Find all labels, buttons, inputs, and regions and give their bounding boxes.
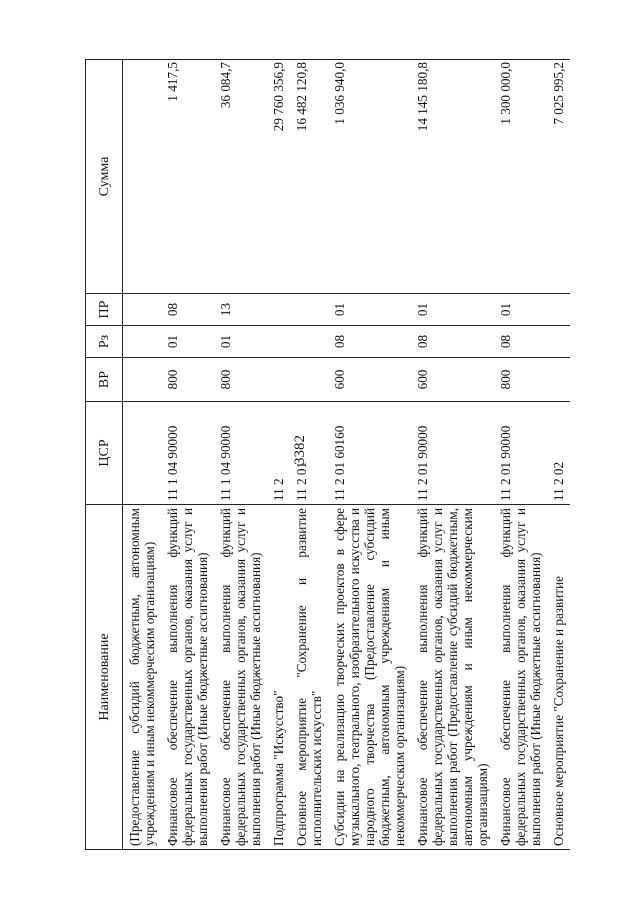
row-vr: 800: [161, 358, 214, 402]
row-vr: [547, 358, 570, 402]
row-name: Субсидии на реализацию творческих проектов в сфере музыкального, театрального, изобразительного искусства и народного творчества (Предоставление субсидий бюджетным, автономным учреждениям и иным некоммерческим организациям): [328, 505, 411, 850]
row-pr: [547, 294, 570, 326]
row-name: Подпрограмма "Искусство": [267, 505, 290, 850]
row-rz: 08: [411, 326, 494, 358]
row-pr: 01: [411, 294, 494, 326]
row-name: Финансовое обеспечение выполнения функций федеральных государственных органов, оказания услуг и выполнения работ (Иные бюджетные ассигнования): [161, 505, 214, 850]
row-vr: [123, 358, 162, 402]
table-row: [411, 60, 494, 850]
row-pr: 08: [161, 294, 214, 326]
row-name: Финансовое обеспечение выполнения функций федеральных государственных органов, оказания услуг и выполнения работ (Иные бюджетные ассигнования): [494, 505, 547, 850]
table-row: [547, 60, 570, 850]
header-pr: ПР: [86, 294, 123, 326]
row-sum: 1 300 000,0: [494, 60, 547, 294]
row-sum: 1 417,5: [161, 60, 214, 294]
row-csr: 11 2 01 90000: [494, 402, 547, 505]
row-rz: 08: [494, 326, 547, 358]
row-name: Финансовое обеспечение выполнения функций федеральных государственных органов, оказания услуг и выполнения работ (Иные бюджетные ассигнования): [214, 505, 267, 850]
row-vr: 600: [328, 358, 411, 402]
row-vr: [290, 358, 328, 402]
row-sum: 29 760 356,9: [267, 60, 290, 294]
table-row: [267, 60, 290, 850]
budget-table: [85, 59, 570, 850]
row-rz: [123, 326, 162, 358]
header-sum: Сумма: [86, 60, 123, 294]
row-csr: 11 2 02: [547, 402, 570, 505]
page-number: 3382: [292, 435, 308, 465]
row-csr: 11 1 04 90000: [214, 402, 267, 505]
row-csr: 11 2 01: [290, 402, 328, 505]
row-sum: 14 145 180,8: [411, 60, 494, 294]
row-pr: [267, 294, 290, 326]
row-vr: 800: [214, 358, 267, 402]
table-row: [214, 60, 267, 850]
row-vr: [267, 358, 290, 402]
row-csr: 11 2 01 90000: [411, 402, 494, 505]
table-row: [494, 60, 547, 850]
row-csr: 11 2: [267, 402, 290, 505]
budget-table-sheet: [85, 60, 620, 850]
row-vr: 600: [411, 358, 494, 402]
row-pr: 01: [328, 294, 411, 326]
row-csr: [123, 402, 162, 505]
row-sum: 16 482 120,8: [290, 60, 328, 294]
row-rz: 01: [161, 326, 214, 358]
table-row: [328, 60, 411, 850]
row-name: Основное мероприятие "Сохранение и развитие исполнительских искусств": [290, 505, 328, 850]
row-sum: 36 084,7: [214, 60, 267, 294]
row-rz: [267, 326, 290, 358]
row-rz: [547, 326, 570, 358]
header-vr: ВР: [86, 358, 123, 402]
row-pr: [290, 294, 328, 326]
table-header-row: [86, 60, 123, 850]
row-rz: [290, 326, 328, 358]
row-csr: 11 1 04 90000: [161, 402, 214, 505]
row-name: Основное мероприятие "Сохранение и развитие: [547, 505, 570, 850]
row-vr: 800: [494, 358, 547, 402]
row-sum: 7 025 995,2: [547, 60, 570, 294]
table-row: [161, 60, 214, 850]
row-sum: [123, 60, 162, 294]
row-pr: 13: [214, 294, 267, 326]
table-row: [123, 60, 162, 850]
row-rz: 08: [328, 326, 411, 358]
header-name: Наименование: [86, 505, 123, 850]
row-name: (Предоставление субсидий бюджетным, автономным учреждениям и иным некоммерческим организациям): [123, 505, 162, 850]
header-csr: ЦСР: [86, 402, 123, 505]
row-rz: 01: [214, 326, 267, 358]
row-csr: 11 2 01 60160: [328, 402, 411, 505]
header-rz: Рз: [86, 326, 123, 358]
table-row: [290, 60, 328, 850]
row-pr: 01: [494, 294, 547, 326]
row-name: Финансовое обеспечение выполнения функций федеральных государственных органов, оказания услуг и выполнения работ (Предоставление субсидий бюджетным, автономным учреждениям и иным некоммерческим организациям): [411, 505, 494, 850]
row-pr: [123, 294, 162, 326]
row-sum: 1 036 940,0: [328, 60, 411, 294]
